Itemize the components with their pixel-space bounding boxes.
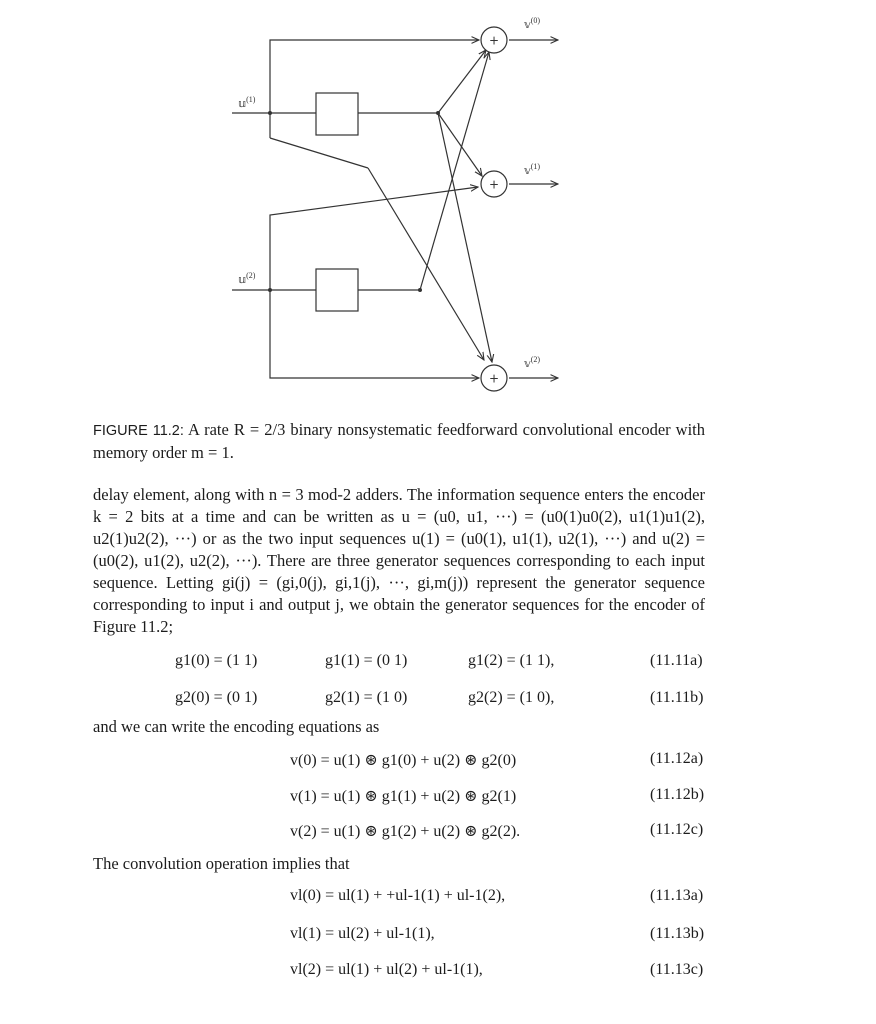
d1-to-v2: [438, 113, 492, 362]
eq-number-11-11a: (11.11a): [650, 652, 703, 669]
adder-v2-sign: +: [488, 371, 500, 386]
u1-to-v0-line: [270, 40, 479, 113]
adder-v0-sign: +: [488, 33, 500, 48]
eq-number-11-12b: (11.12b): [650, 786, 705, 803]
eq-number-11-13b: (11.13b): [650, 925, 705, 942]
u2-to-v1-line: [270, 187, 478, 290]
u1-diagonal-continue: [368, 168, 484, 360]
body-paragraph: [93, 484, 705, 638]
label-v0: 𝕧$^{(0)}$: [524, 16, 541, 31]
conv-eq-v0: vl(0) = ul(1) + +ul-1(1) + ul-1(2),: [290, 887, 506, 904]
convolution-lead-in: The convolution operation implies that: [93, 854, 350, 873]
label-u1: 𝕦$^{(1)}$: [238, 95, 256, 110]
u2-to-v2-line: [270, 290, 479, 378]
encoding-lead-in: and we can write the encoding equations as: [93, 717, 380, 736]
conv-eq-v1: vl(1) = ul(2) + ul-1(1),: [290, 925, 435, 942]
node-d1: [436, 111, 440, 115]
delay-element-2: [316, 269, 358, 311]
gen-g2-0: g2(0) = (0 1): [175, 689, 258, 706]
node-u2: [268, 288, 272, 292]
conv-eq-v2: vl(2) = ul(1) + ul(2) + ul-1(1),: [290, 961, 483, 978]
gen-g1-0: g1(0) = (1 1): [175, 652, 258, 669]
eq-number-11-12c: (11.12c): [650, 821, 704, 838]
u1-diagonal-to-v2: [270, 138, 368, 168]
eq-number-11-13a: (11.13a): [650, 887, 704, 904]
caption-text: A rate R = 2/3 binary nonsystematic feedforward convolutional encoder with memory order m = 1.: [93, 420, 706, 462]
encoder-diagram: [0, 0, 876, 410]
eq-number-11-13c: (11.13c): [650, 961, 704, 978]
d1-to-v0: [438, 50, 486, 113]
gen-g2-1: g2(1) = (1 0): [325, 689, 408, 706]
encoding-eq-v1: v(1) = u(1) ⊛ g1(1) + u(2) ⊛ g2(1): [290, 788, 517, 805]
adder-v1-sign: +: [488, 177, 500, 192]
eq-number-11-12a: (11.12a): [650, 750, 704, 767]
node-u1: [268, 111, 272, 115]
node-d2: [418, 288, 422, 292]
paragraph-text: delay element, along with n = 3 mod-2 adders. The information sequence enters the encoder k = 2 bits at a time and can be written as u = (u0, u1, ···) = (u0(1)u0(2), u1(1)u1(2), u2(1)u2(2), ···) or as the two input sequences u(1) = (u0(1), u1(1), u2(1), ···) and u(2) = (u0(2), u1(2), u2(2), ···). There are three generator sequences corresponding to each input sequence. Letting gi(j) = (gi,0(j), gi,1(j), ···, gi,m(j)) represent the generator sequence corresponding to input i and output j, we obtain the generator sequences for the encoder of Figure 11.2;: [93, 485, 705, 636]
gen-g1-2: g1(2) = (1 1),: [468, 652, 555, 669]
label-v2: 𝕧$^{(2)}$: [524, 355, 541, 370]
figure-caption: [93, 419, 705, 464]
label-u2: 𝕦$^{(2)}$: [238, 271, 256, 286]
caption-label: FIGURE 11.2:: [93, 423, 184, 439]
gen-g2-2: g2(2) = (1 0),: [468, 689, 555, 706]
label-v1: 𝕧$^{(1)}$: [524, 162, 541, 177]
gen-g1-1: g1(1) = (0 1): [325, 652, 408, 669]
encoding-eq-v2: v(2) = u(1) ⊛ g1(2) + u(2) ⊛ g2(2).: [290, 823, 521, 840]
delay-element-1: [316, 93, 358, 135]
encoding-eq-v0: v(0) = u(1) ⊛ g1(0) + u(2) ⊛ g2(0): [290, 752, 517, 769]
eq-number-11-11b: (11.11b): [650, 689, 704, 706]
